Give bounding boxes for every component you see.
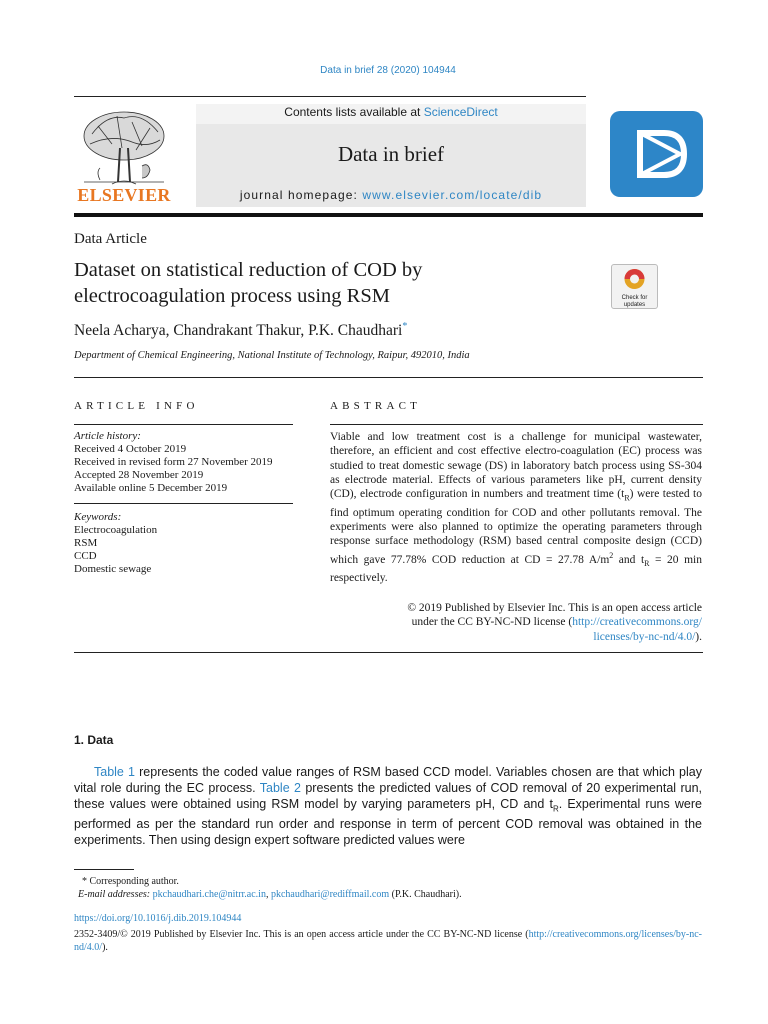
abstract-bottom-rule bbox=[74, 652, 703, 653]
corresponding-note: * Corresponding author. bbox=[82, 876, 179, 887]
abstract-heading: ABSTRACT bbox=[330, 400, 422, 412]
keywords-label: Keywords: bbox=[74, 511, 122, 523]
contents-line bbox=[196, 104, 586, 124]
check-updates-icon bbox=[612, 265, 657, 291]
body-paragraph bbox=[74, 765, 702, 849]
keyword-item: Electrocoagulation bbox=[74, 524, 158, 536]
section-title: 1. Data bbox=[74, 733, 114, 747]
article-history bbox=[74, 430, 294, 495]
abstract-text bbox=[330, 430, 702, 585]
title-line-2: electrocoagulation process using RSM bbox=[74, 285, 390, 307]
affiliation-rule bbox=[74, 377, 703, 378]
body-part: represents the coded value ranges of RSM based CCD model. Variables chosen are that which play vital role during the EC process. bbox=[74, 765, 702, 795]
table1-link[interactable]: Table 1 bbox=[94, 765, 135, 779]
abstract-sub: R bbox=[624, 493, 630, 503]
homepage-prefix: journal homepage: bbox=[239, 188, 363, 202]
corresponding-mark[interactable]: * bbox=[402, 321, 408, 332]
header-bottom-rule bbox=[74, 213, 703, 217]
issn-license-link[interactable]: http://creativecommons.org/licenses/by-nc-nd/4.0/ bbox=[74, 929, 702, 953]
info-heading-rule bbox=[74, 424, 293, 425]
journal-homepage bbox=[196, 188, 586, 202]
abstract-part: and t bbox=[613, 553, 645, 566]
history-received: Received 4 October 2019 bbox=[74, 443, 187, 455]
license-link[interactable]: http://creativecommons.org/ bbox=[572, 616, 702, 629]
copyright-prefix: under the CC BY-NC-ND license ( bbox=[411, 616, 573, 629]
history-revised: Received in revised form 27 November 2019 bbox=[74, 456, 273, 468]
abstract-part: Viable and low treatment cost is a challenge for municipal wastewater, therefore, an efficient and cost effective electro-coagulation (EC) process was studied to treat domestic sewage (DS) in laboratory batch process using SS-304 as electrode material. Effects of various parameters like pH, current density (CD), electrode configuration in numbers and treatment time (t bbox=[330, 431, 702, 501]
keyword-item: RSM bbox=[74, 537, 98, 549]
keyword-item: Domestic sewage bbox=[74, 563, 152, 575]
sciencedirect-link[interactable]: ScienceDirect bbox=[423, 105, 498, 119]
email-link-1[interactable]: pkchaudhari.che@nitrr.ac.in bbox=[152, 889, 266, 900]
check-updates-label: Check for updates bbox=[621, 295, 648, 308]
journal-title: Data in brief bbox=[337, 142, 445, 166]
authors bbox=[74, 321, 407, 340]
play-d-icon bbox=[610, 111, 703, 197]
history-label: Article history: bbox=[74, 430, 141, 442]
article-info-heading: ARTICLE INFO bbox=[74, 400, 199, 412]
doi-link[interactable]: https://doi.org/10.1016/j.dib.2019.104944 bbox=[74, 913, 242, 924]
copyright-line-3 bbox=[330, 630, 702, 644]
email-link-2[interactable]: pkchaudhari@rediffmail.com bbox=[270, 889, 390, 900]
body-part: presents the predicted values of COD removal of 20 experimental run, these values were obtained using RSM model by varying parameters pH, CD and t bbox=[74, 780, 702, 811]
body-sub: R bbox=[552, 804, 559, 814]
keyword-item: CCD bbox=[74, 550, 97, 562]
check-for-updates-button[interactable] bbox=[611, 264, 658, 309]
title-line-1: Dataset on statistical reduction of COD by bbox=[74, 259, 423, 281]
abstract-part: = 20 min respectively. bbox=[330, 553, 702, 585]
data-in-brief-icon bbox=[610, 111, 703, 197]
history-rule bbox=[74, 503, 293, 504]
contents-prefix: Contents lists available at bbox=[284, 105, 424, 119]
issn-text: 2352-3409/© 2019 Published by Elsevier Inc. This is an open access article under the CC BY-NC-ND license ( bbox=[74, 929, 529, 940]
copyright-line-1: © 2019 Published by Elsevier Inc. This is an open access article bbox=[407, 602, 702, 614]
email-separator: , bbox=[265, 889, 271, 900]
abstract-copyright bbox=[330, 601, 702, 644]
footnote-rule bbox=[74, 869, 134, 870]
body-part: . Experimental runs were performed as per the standard run order and response in term of percent COD removal was obtained in the experiments. Then using design expert software predicted values were bbox=[74, 796, 702, 848]
abstract-sub: R bbox=[644, 558, 650, 568]
copyright-line-2 bbox=[330, 615, 702, 629]
elsevier-logo bbox=[72, 104, 176, 208]
abstract-part: ) were tested to find optimum operating condition for COD and other pollutants removal. The experiments were also planned to optimize the operating parameters through response surface methodology (RSM) based central composite design (CCD) which gave 77.78% COD reduction at CD = 27.78 A/m bbox=[330, 488, 702, 566]
article-type: Data Article bbox=[74, 231, 147, 247]
footnotes bbox=[74, 875, 702, 901]
email-label: E-mail addresses: bbox=[78, 889, 153, 900]
abstract-sup: 2 bbox=[609, 550, 614, 560]
publisher-wordmark: ELSEVIER bbox=[77, 185, 171, 205]
email-note bbox=[74, 888, 702, 901]
history-online: Available online 5 December 2019 bbox=[74, 482, 228, 494]
history-accepted: Accepted 28 November 2019 bbox=[74, 469, 204, 481]
copyright-end: ). bbox=[695, 630, 702, 643]
issn-end: ). bbox=[102, 942, 108, 953]
table2-link[interactable]: Table 2 bbox=[259, 780, 301, 795]
affiliation: Department of Chemical Engineering, National Institute of Technology, Raipur, 492010, India bbox=[74, 350, 470, 361]
email-end: (P.K. Chaudhari). bbox=[389, 889, 462, 900]
abstract-heading-rule bbox=[330, 424, 703, 425]
header-top-rule bbox=[74, 96, 586, 97]
homepage-link[interactable]: www.elsevier.com/locate/dib bbox=[362, 188, 543, 202]
journal-citation[interactable]: Data in brief 28 (2020) 104944 bbox=[320, 65, 456, 76]
keywords-block bbox=[74, 511, 294, 576]
license-link-cont[interactable]: licenses/by-nc-nd/4.0/ bbox=[593, 630, 696, 643]
author-list: Neela Acharya, Chandrakant Thakur, P.K. Chaudhari bbox=[74, 322, 403, 340]
article-title bbox=[74, 257, 574, 309]
issn-license bbox=[74, 928, 702, 954]
